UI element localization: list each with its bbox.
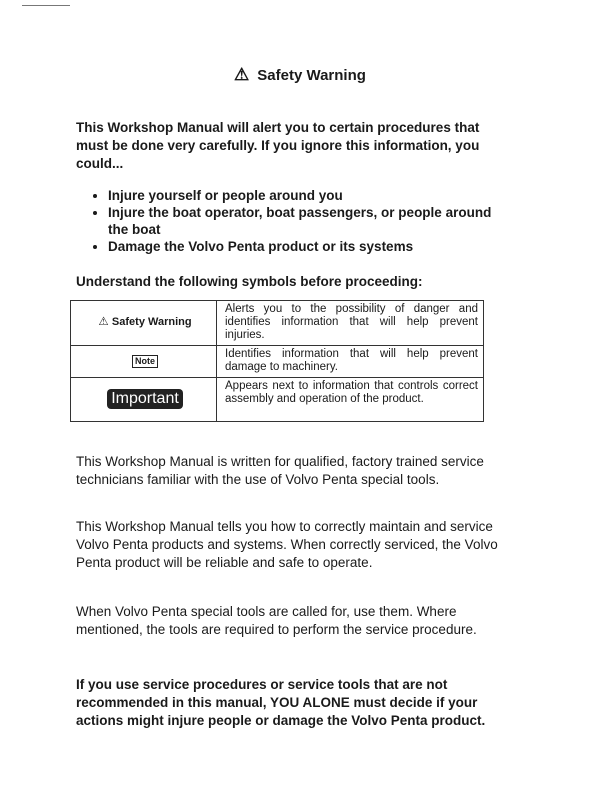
table-row	[71, 301, 484, 346]
symbol-description: Identifies information that will help prevent damage to machinery.	[217, 346, 484, 378]
symbol-cell	[71, 301, 217, 346]
warning-triangle-icon: ⚠	[98, 316, 109, 328]
understand-heading: Understand the following symbols before proceeding:	[76, 274, 423, 289]
note-symbol: Note	[132, 355, 158, 368]
list-item: • Damage the Volvo Penta product or its systems	[108, 238, 508, 255]
closing-warning: If you use service procedures or service tools that are not recommended in this manual, YOU ALONE must decide if your actions might injure people or damage the Volvo Penta product.	[76, 677, 486, 728]
header-rule	[22, 5, 70, 6]
paragraph: When Volvo Penta special tools are called for, use them. Where mentioned, the tools are required to perform the service procedure.	[76, 604, 477, 637]
paragraph: This Workshop Manual is written for qualified, factory trained service technicians familiar with the use of Volvo Penta special tools.	[76, 454, 484, 487]
table-row	[71, 346, 484, 378]
table-row	[71, 378, 484, 422]
warning-triangle-icon: ⚠	[234, 65, 250, 84]
symbol-label: Safety Warning	[111, 316, 192, 328]
page-title	[0, 66, 600, 85]
intro-paragraph: This Workshop Manual will alert you to certain procedures that must be done very carefully. If you ignore this information, you could...	[76, 120, 480, 171]
symbol-cell	[71, 378, 217, 422]
important-symbol: Important	[107, 389, 183, 409]
list-item: • Injure yourself or people around you	[108, 187, 508, 204]
symbol-description: Alerts you to the possibility of danger and identifies information that will help prevent injuries.	[217, 301, 484, 346]
symbol-description: Appears next to information that controls correct assembly and operation of the product.	[217, 378, 484, 422]
title-text: Safety Warning	[257, 67, 366, 84]
paragraph: This Workshop Manual tells you how to correctly maintain and service Volvo Penta products and systems. When correctly serviced, the Volvo Penta product will be reliable and safe to operate.	[76, 519, 498, 570]
consequence-list	[92, 187, 508, 255]
symbols-table	[70, 300, 484, 422]
list-item: • Injure the boat operator, boat passengers, or people around the boat	[108, 204, 508, 238]
symbol-cell	[71, 346, 217, 378]
